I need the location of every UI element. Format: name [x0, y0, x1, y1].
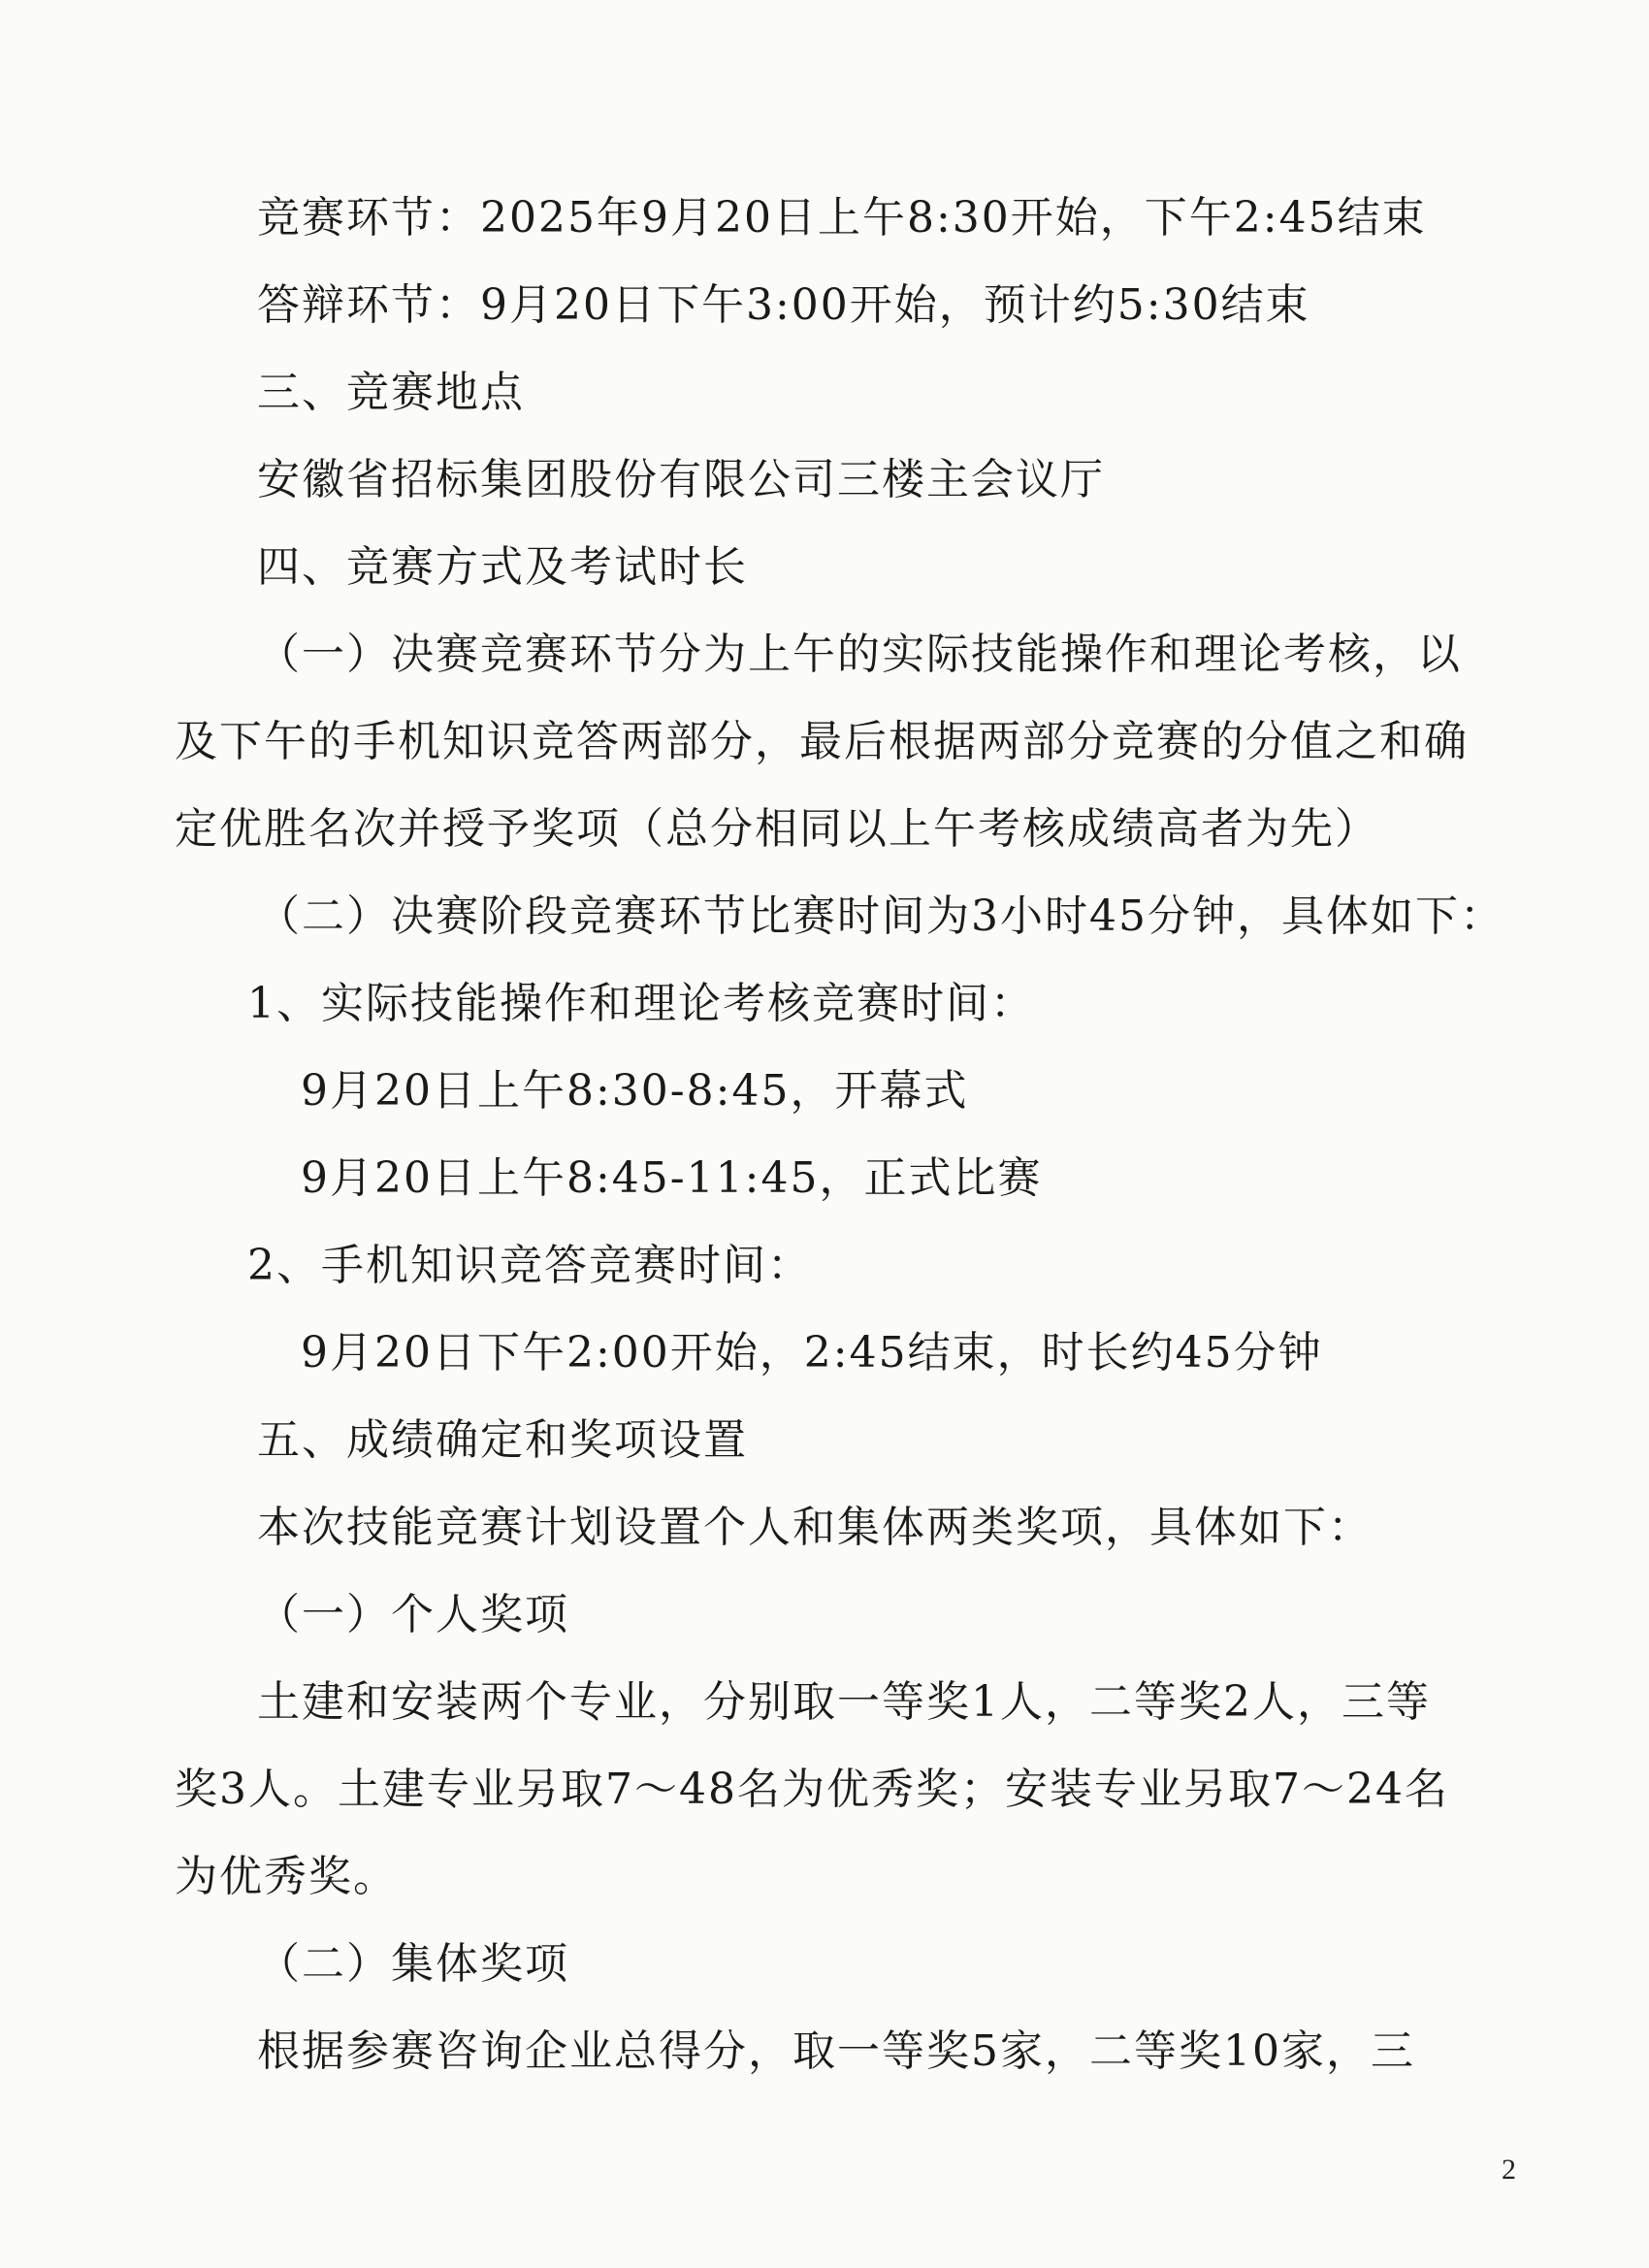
- section-heading-location: 三、竞赛地点: [257, 368, 525, 417]
- paragraph-line-20: 为优秀奖。: [175, 1852, 398, 1901]
- schedule-item-opening: 9月20日上午8:30-8:45，开幕式: [301, 1066, 969, 1116]
- page-number: 2: [1502, 2154, 1516, 2186]
- text-line-2: 答辩环节：9月20日下午3:00开始，预计约5:30结束: [257, 280, 1310, 330]
- paragraph-line-7: 及下午的手机知识竞答两部分，最后根据两部分竞赛的分值之和确: [175, 717, 1469, 766]
- text-line-16: 本次技能竞赛计划设置个人和集体两类奖项，具体如下：: [257, 1503, 1373, 1552]
- schedule-item-quiz: 9月20日下午2:00开始，2:45结束，时长约45分钟: [301, 1328, 1323, 1377]
- paragraph-line-22: 根据参赛咨询企业总得分，取一等奖5家，二等奖10家，三: [257, 2026, 1415, 2076]
- schedule-item-competition: 9月20日上午8:45-11:45，正式比赛: [301, 1153, 1043, 1203]
- list-item-1: 1、实际技能操作和理论考核竞赛时间：: [247, 979, 1035, 1028]
- list-item-2: 2、手机知识竞答竞赛时间：: [247, 1241, 812, 1290]
- text-line-1: 竞赛环节：2025年9月20日上午8:30开始，下午2:45结束: [257, 193, 1427, 243]
- subheading-collective: （二）集体奖项: [257, 1939, 569, 1989]
- subheading-individual: （一）个人奖项: [257, 1590, 569, 1639]
- section-heading-awards: 五、成绩确定和奖项设置: [257, 1415, 748, 1465]
- section-heading-method: 四、竞赛方式及考试时长: [257, 542, 748, 592]
- paragraph-line-18: 土建和安装两个专业，分别取一等奖1人，二等奖2人，三等: [257, 1677, 1431, 1727]
- text-line-4: 安徽省招标集团股份有限公司三楼主会议厅: [257, 455, 1105, 504]
- paragraph-line-8: 定优胜名次并授予奖项（总分相同以上午考核成绩高者为先）: [175, 804, 1379, 854]
- paragraph-line-6: （一）决赛竞赛环节分为上午的实际技能操作和理论考核，以: [257, 630, 1462, 679]
- paragraph-line-9: （二）决赛阶段竞赛环节比赛时间为3小时45分钟，具体如下：: [257, 891, 1504, 941]
- paragraph-line-19: 奖3人。土建专业另取7～48名为优秀奖；安装专业另取7～24名: [175, 1765, 1449, 1814]
